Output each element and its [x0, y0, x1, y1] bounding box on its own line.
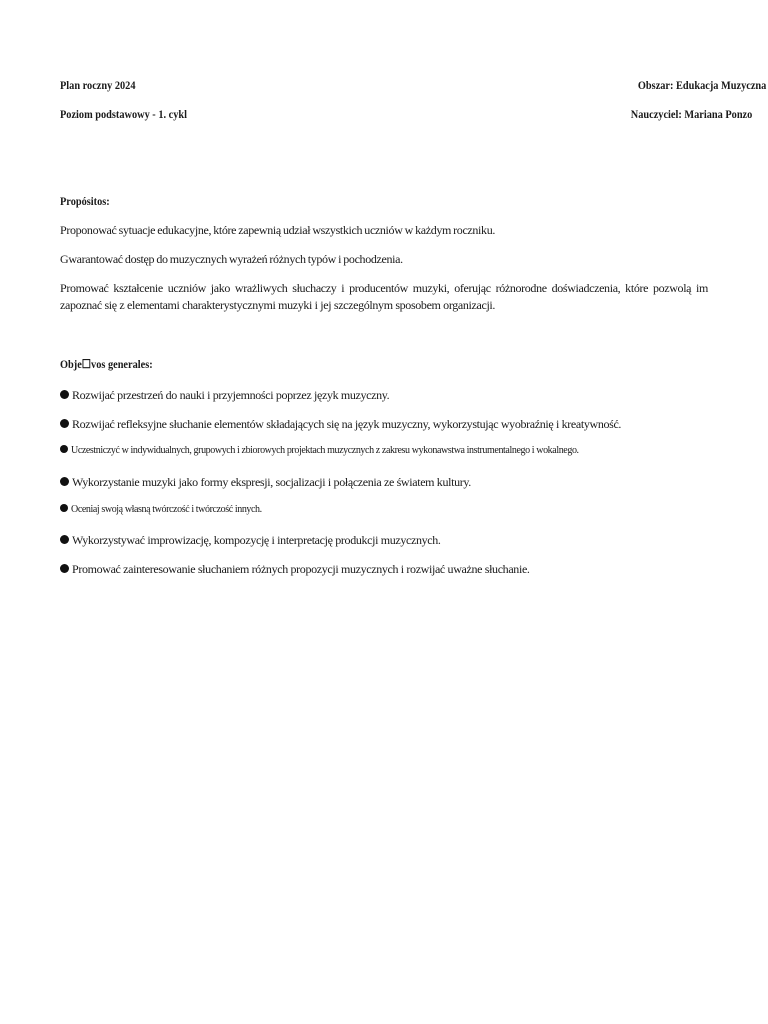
bullet-dot-icon: [60, 390, 69, 399]
objective-item: Wykorzystanie muzyki jako formy ekspresji, socjalizacji i połączenia ze światem kultury.: [60, 475, 471, 489]
objective-item: Rozwijać przestrzeń do nauki i przyjemności poprzez język muzyczny.: [60, 388, 389, 402]
bullet-dot-icon: [60, 504, 68, 512]
bullet-dot-icon: [60, 419, 69, 428]
area-label: Obszar: Edukacja Muzyczna: [637, 78, 766, 92]
plan-title: Plan roczny 2024: [60, 78, 136, 92]
objective-item: Oceniaj swoją własną twórczość i twórczość innych.: [60, 503, 262, 517]
bullet-dot-icon: [60, 564, 69, 573]
objective-item: Promować zainteresowanie słuchaniem różnych propozycji muzycznych i rozwijać uważne słuchanie.: [60, 562, 530, 576]
level-label: Poziom podstawowy - 1. cykl: [60, 107, 187, 121]
purpose-paragraph: Promować kształcenie uczniów jako wrażliwych słuchaczy i producentów muzyki, oferując różnorodne doświadczenia, które pozwolą im zapoznać się z elementami charakterystycznymi muzyki i jej szczególnym sposobem organizacji.: [60, 281, 708, 312]
purpose-paragraph: Proponować sytuacje edukacyjne, które zapewnią udział wszystkich uczniów w każdym roczniku.: [60, 223, 495, 237]
bullet-dot-icon: [60, 535, 69, 544]
purposes-heading: Propósitos:: [60, 194, 110, 208]
teacher-label: Nauczyciel: Mariana Ponzo: [630, 107, 752, 121]
purpose-paragraph: Gwarantować dostęp do muzycznych wyrażeń różnych typów i pochodzenia.: [60, 252, 403, 266]
objective-item: Rozwijać refleksyjne słuchanie elementów składających się na język muzyczny, wykorzystując wyobraźnię i kreatywność.: [60, 417, 621, 431]
bullet-dot-icon: [60, 477, 69, 486]
objective-item: Uczestniczyć w indywidualnych, grupowych i zbiorowych projektach muzycznych z zakresu wykonawstwa instrumentalnego i wokalnego.: [60, 444, 579, 458]
objectives-heading: Obje☐vos generales:: [60, 357, 153, 371]
objective-item: Wykorzystywać improwizację, kompozycję i interpretację produkcji muzycznych.: [60, 533, 441, 547]
bullet-dot-icon: [60, 445, 68, 453]
